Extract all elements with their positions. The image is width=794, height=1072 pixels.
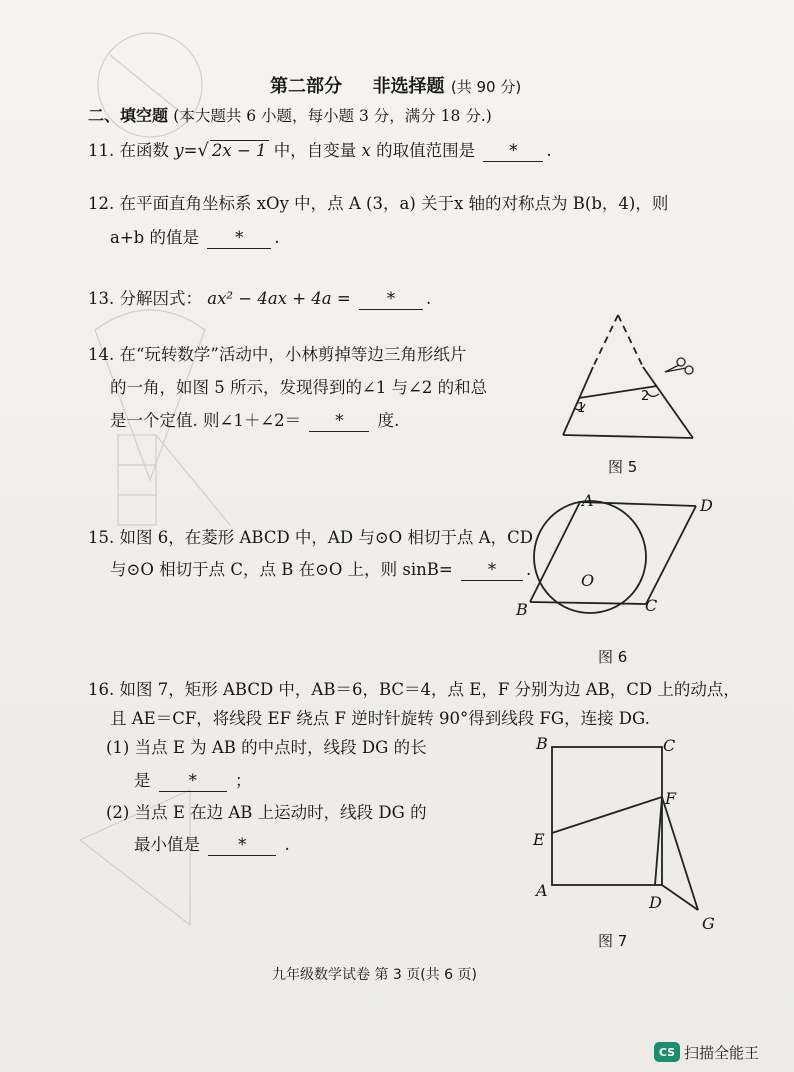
section-description: (本大题共 6 小题，每小题 3 分，满分 18 分.) — [173, 107, 492, 125]
q16-sub2-text: (2) 当点 E 在边 AB 上运动时，线段 DG 的 — [106, 803, 427, 822]
question-14-line1 — [88, 345, 466, 365]
camscanner-logo-icon: CS — [654, 1042, 680, 1062]
fig5-angle-2-label: 2 — [641, 389, 650, 404]
part-title: 非选择题 — [372, 76, 445, 97]
fig7-point-F: F — [665, 789, 677, 808]
q15-text: 如图 6，在菱形 ABCD 中，AD 与⊙O 相切于点 A，CD — [119, 528, 533, 547]
answer-blank-13[interactable]: * — [359, 289, 423, 310]
q11-func-eq: = — [183, 141, 198, 160]
fig7-point-C: C — [663, 736, 676, 755]
question-16-sub1-line2 — [134, 771, 252, 792]
answer-blank-16-2[interactable]: * — [208, 835, 276, 856]
question-16-line1 — [88, 680, 740, 700]
answer-blank-16-1[interactable]: * — [159, 771, 227, 792]
fig6-point-D: D — [700, 496, 713, 515]
figure-7-diagram — [540, 735, 710, 925]
question-15-line2: 与⊙O 相切于点 C，点 B 在⊙O 上，则 sinB= * . — [110, 560, 532, 579]
part-heading — [270, 76, 521, 98]
q15-text-2: 与⊙O 相切于点 C，点 B 在⊙O 上，则 sinB= — [110, 560, 453, 579]
fig7-point-E: E — [533, 830, 545, 849]
q14-text-2: 的一角，如图 5 所示，发现得到的∠1 与∠2 的和总 — [110, 378, 488, 397]
q13-expression: ax² − 4ax + 4a = — [207, 289, 351, 308]
answer-blank-11[interactable]: * — [483, 141, 543, 162]
question-14-line2 — [110, 378, 487, 398]
question-number: 11. — [88, 141, 115, 160]
q16-sub2-text-2: 最小值是 — [134, 835, 200, 854]
q12-text: 在平面直角坐标系 xOy 中，点 A (3，a) 关于x 轴的对称点为 B(b，4)，则 — [119, 194, 669, 213]
answer-blank-15[interactable]: * — [461, 560, 523, 581]
q16-sub2-punct: . — [284, 835, 290, 854]
answer-blank-14[interactable]: * — [309, 411, 369, 432]
question-16-sub2-line2 — [134, 835, 290, 856]
fig6-point-B: B — [516, 600, 528, 619]
figure-6-diagram — [510, 490, 710, 630]
q16-sub1-text: (1) 当点 E 为 AB 的中点时，线段 DG 的长 — [106, 738, 427, 757]
fig7-point-B: B — [536, 734, 548, 753]
question-11: 11. 在函数 y=√ 2x − 1 中，自变量 x 的取值范围是 * . — [88, 140, 552, 161]
question-14-line3 — [110, 411, 399, 432]
page-footer: 九年级数学试卷 第 3 页(共 6 页) — [272, 967, 477, 983]
q14-text: 在“玩转数学”活动中，小林剪掉等边三角形纸片 — [119, 345, 467, 364]
question-15-line1 — [88, 528, 533, 548]
figure-7-caption: 图 7 — [598, 932, 628, 950]
question-13: 13. 分解因式： ax² − 4ax + 4a = * . — [88, 289, 432, 308]
fig7-point-D: D — [649, 893, 662, 912]
scanner-watermark — [654, 1040, 759, 1064]
fig6-point-A: A — [582, 491, 594, 510]
q13-text: 分解因式： — [119, 289, 202, 308]
part-label: 第二部分 — [270, 76, 342, 97]
q14-text-4: 度. — [377, 411, 400, 430]
question-number: 14. — [88, 345, 115, 364]
question-number: 13. — [88, 289, 115, 308]
fig7-point-A: A — [536, 881, 548, 900]
q11-func-y: y — [174, 141, 184, 160]
figure-6-caption: 图 6 — [598, 648, 628, 666]
question-16-line2 — [110, 709, 650, 729]
question-16-sub2-line1 — [106, 803, 427, 823]
q14-text-3: 是一个定值. 则∠1＋∠2＝ — [110, 411, 302, 430]
q16-text: 如图 7，矩形 ABCD 中，AB＝6，BC＝4，点 E，F 分别为边 AB，CD 上的动点， — [119, 680, 740, 699]
sqrt-symbol: √ — [197, 140, 209, 161]
question-12-line1 — [88, 194, 668, 214]
part-score: (共 90 分) — [450, 78, 522, 96]
question-12-line2: a+b 的值是 * . — [110, 228, 280, 247]
q12-text-2: a+b 的值是 — [110, 228, 199, 247]
scissors-icon — [665, 358, 693, 374]
question-16-sub1-line1 — [106, 738, 427, 758]
q16-sub1-punct: ； — [235, 771, 252, 790]
q11-text-2: 中，自变量 — [273, 141, 357, 160]
question-number: 16. — [88, 680, 115, 699]
q11-radicand: 2x − 1 — [211, 141, 267, 160]
fig6-point-C: C — [645, 596, 658, 615]
question-number: 12. — [88, 194, 115, 213]
answer-blank-12[interactable]: * — [207, 228, 271, 249]
figure-5-diagram — [555, 310, 705, 450]
q16-text-2: 且 AE＝CF，将线段 EF 绕点 F 逆时针旋转 90°得到线段 FG，连接 DG. — [110, 709, 650, 728]
question-number: 15. — [88, 528, 115, 547]
fig6-point-O: O — [581, 571, 595, 590]
q11-text-3: 的取值范围是 — [376, 141, 476, 160]
q11-text: 在函数 — [119, 141, 169, 160]
fig5-angle-1-label: 1 — [577, 401, 586, 416]
q16-sub1-text-2: 是 — [134, 771, 151, 790]
watermark-text: 扫描全能王 — [684, 1043, 760, 1062]
figure-5-caption: 图 5 — [608, 458, 638, 476]
fig7-point-G: G — [702, 914, 715, 933]
section-heading — [88, 106, 492, 126]
section-label: 二、填空题 — [88, 106, 169, 125]
q11-var: x — [361, 141, 371, 160]
